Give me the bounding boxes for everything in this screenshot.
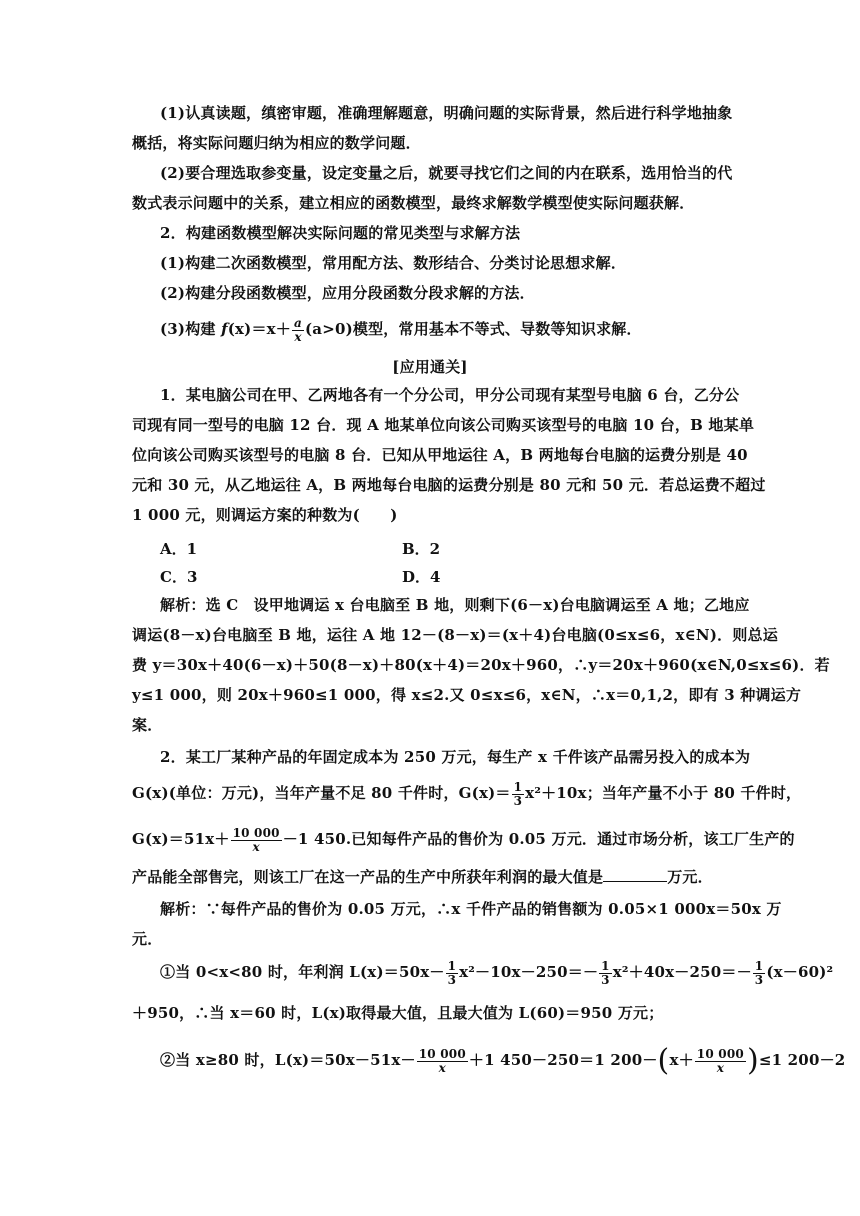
para2-line1: (2)要合理选取参变量，设定变量之后，就要寻找它们之间的内在联系，选用恰当的代: [160, 164, 733, 182]
q1-option-c: C．3: [160, 568, 198, 586]
sol2-line3-text: ①当 0<x<80 时，年利润 L(x)＝50x－: [160, 963, 445, 981]
fraction-numerator: 10 000: [696, 1046, 744, 1061]
q2-line4: [132, 866, 713, 888]
q2-line3: [132, 820, 795, 858]
sol2-fraction-1: [446, 960, 459, 987]
heading-2: 2．构建函数模型解决实际问题的常见类型与求解方法: [160, 224, 521, 242]
fraction-denominator: 3: [601, 972, 610, 987]
list-item-3: [160, 312, 642, 346]
q1-line2: 司现有同一型号的电脑 12 台．现 A 地某单位向该公司购买该型号的电脑 10 台，B 地某单: [132, 416, 755, 434]
sol2-line5-fraction: [417, 1048, 468, 1075]
fraction-denominator: x: [716, 1060, 725, 1075]
q2-line2: [132, 776, 801, 810]
sol2-line5-mid: ＋1 450－250＝1 200－: [468, 1051, 658, 1069]
item3-fraction-numerator: a: [294, 315, 302, 330]
sol1-line2: 调运(8－x)台电脑至 B 地，运往 A 地 12－(8－x)＝(x＋4)台电脑(0≤x≤6，x∈N)．则总运: [132, 626, 778, 644]
q2-line4-unit: 万元．: [667, 868, 713, 886]
list-item-1: (1)构建二次函数模型，常用配方法、数形结合、分类讨论思想求解．: [160, 254, 627, 272]
q2-line1: 2．某工厂某种产品的年固定成本为 250 万元，每生产 x 千件该产品需另投入的成本为: [160, 748, 751, 766]
section-title: [应用通关]: [392, 358, 468, 376]
sol2-line5-text: ②当 x≥80 时，L(x)＝50x－51x－: [160, 1051, 416, 1069]
answer-blank: [603, 867, 667, 882]
q2-line2-text-end: x²＋10x；当年产量不小于 80 千件时，: [525, 784, 802, 802]
q1-line3: 位向该公司购买该型号的电脑 8 台．已知从甲地运往 A，B 两地每台电脑的运费分别是 40: [132, 446, 748, 464]
q2-line3-text: G(x)＝51x＋: [132, 830, 230, 848]
para2-line2: 数式表示问题中的关系，建立相应的函数模型，最终求解数学模型使实际问题获解．: [132, 194, 695, 212]
sol1-line4: y≤1 000，则 20x＋960≤1 000，得 x≤2.又 0≤x≤6，x∈N，∴x＝0,1,2，即有 3 种调运方: [132, 686, 802, 704]
q1-option-a: A．1: [160, 540, 198, 558]
q1-line5: 1 000 元，则调运方案的种数为( ): [132, 506, 398, 524]
fraction-numerator: 10 000: [232, 825, 280, 840]
fraction-numerator: 1: [513, 779, 523, 794]
item3-condition: (a>0): [304, 320, 353, 338]
sol2-line1: 解析：∵每件产品的售价为 0.05 万元，∴x 千件产品的销售额为 0.05×1 000x＝50x 万: [160, 900, 782, 918]
sol2-line3-end: (x－60)²: [766, 963, 834, 981]
item3-fraction: [292, 317, 304, 344]
item3-text-end: 模型，常用基本不等式、导数等知识求解．: [352, 320, 642, 338]
fraction-denominator: 3: [754, 972, 764, 987]
q2-line2-fraction: [512, 781, 525, 808]
item3-eq: (x)＝x＋: [227, 320, 291, 338]
fraction-denominator: x: [438, 1060, 446, 1075]
sol2-line5: [160, 1040, 845, 1080]
q2-line3-text-end: －1 450.已知每件产品的售价为 0.05 万元．通过市场分析，该工厂生产的: [282, 830, 795, 848]
sol1-line5: 案．: [132, 716, 163, 734]
para1-line2: 概括，将实际问题归纳为相应的数学问题．: [132, 134, 421, 152]
q1-line1: 1．某电脑公司在甲、乙两地各有一个分公司，甲分公司现有某型号电脑 6 台，乙分公: [160, 386, 740, 404]
fraction-numerator: 10 000: [418, 1046, 466, 1061]
sol1-line3: 费 y＝30x＋40(6－x)＋50(8－x)＋80(x＋4)＝20x＋960，∴y＝20x＋960(x∈N,0≤x≤6)．若: [132, 656, 830, 674]
q1-option-b: B．2: [402, 540, 441, 558]
q2-line2-text: G(x)(单位：万元)，当年产量不足 80 千件时，G(x)＝: [132, 784, 511, 802]
left-paren-icon: (: [657, 1043, 670, 1078]
q2-line3-fraction: [231, 827, 282, 854]
fraction-numerator: 1: [601, 958, 610, 973]
item3-text: (3)构建: [160, 320, 222, 338]
sol2-line4: ＋950，∴当 x＝60 时，L(x)取得最大值，且最大值为 L(60)＝950 万元；: [132, 1004, 664, 1022]
fraction-denominator: x: [252, 839, 260, 854]
sol2-fraction-3: [753, 960, 766, 987]
q1-line4: 元和 30 元，从乙地运往 A，B 两地每台电脑的运费分别是 80 元和 50 元．若总运费不超过: [132, 476, 766, 494]
sol2-line3-mid: x²－10x－250＝－: [459, 963, 599, 981]
item3-fraction-denominator: x: [294, 329, 302, 344]
sol2-line5-inner: x＋: [669, 1051, 694, 1069]
para1-line1: (1)认真读题，缜密审题，准确理解题意，明确问题的实际背景，然后进行科学地抽象: [160, 104, 733, 122]
fraction-numerator: 1: [447, 958, 457, 973]
item3-fx: f: [221, 320, 228, 338]
sol2-line2: 元．: [132, 930, 163, 948]
sol1-line1: 解析：选 C 设甲地调运 x 台电脑至 B 地，则剩下(6－x)台电脑调运至 A 地；乙地应: [160, 596, 750, 614]
q2-line4-text: 产品能全部售完，则该工厂在这一产品的生产中所获年利润的最大值是: [132, 868, 604, 886]
sol2-line5-fraction-2: [695, 1048, 746, 1075]
fraction-numerator: 1: [754, 958, 764, 973]
fraction-denominator: 3: [447, 972, 457, 987]
sol2-line3: [160, 954, 833, 990]
q1-option-d: D．4: [402, 568, 441, 586]
sol2-line5-end: ≤1 200－2: [758, 1051, 846, 1069]
right-paren-icon: ): [746, 1043, 759, 1078]
sol2-line3-mid2: x²＋40x－250＝－: [612, 963, 752, 981]
list-item-2: (2)构建分段函数模型，应用分段函数分段求解的方法．: [160, 284, 535, 302]
sol2-fraction-2: [599, 960, 612, 987]
fraction-denominator: 3: [513, 793, 523, 808]
